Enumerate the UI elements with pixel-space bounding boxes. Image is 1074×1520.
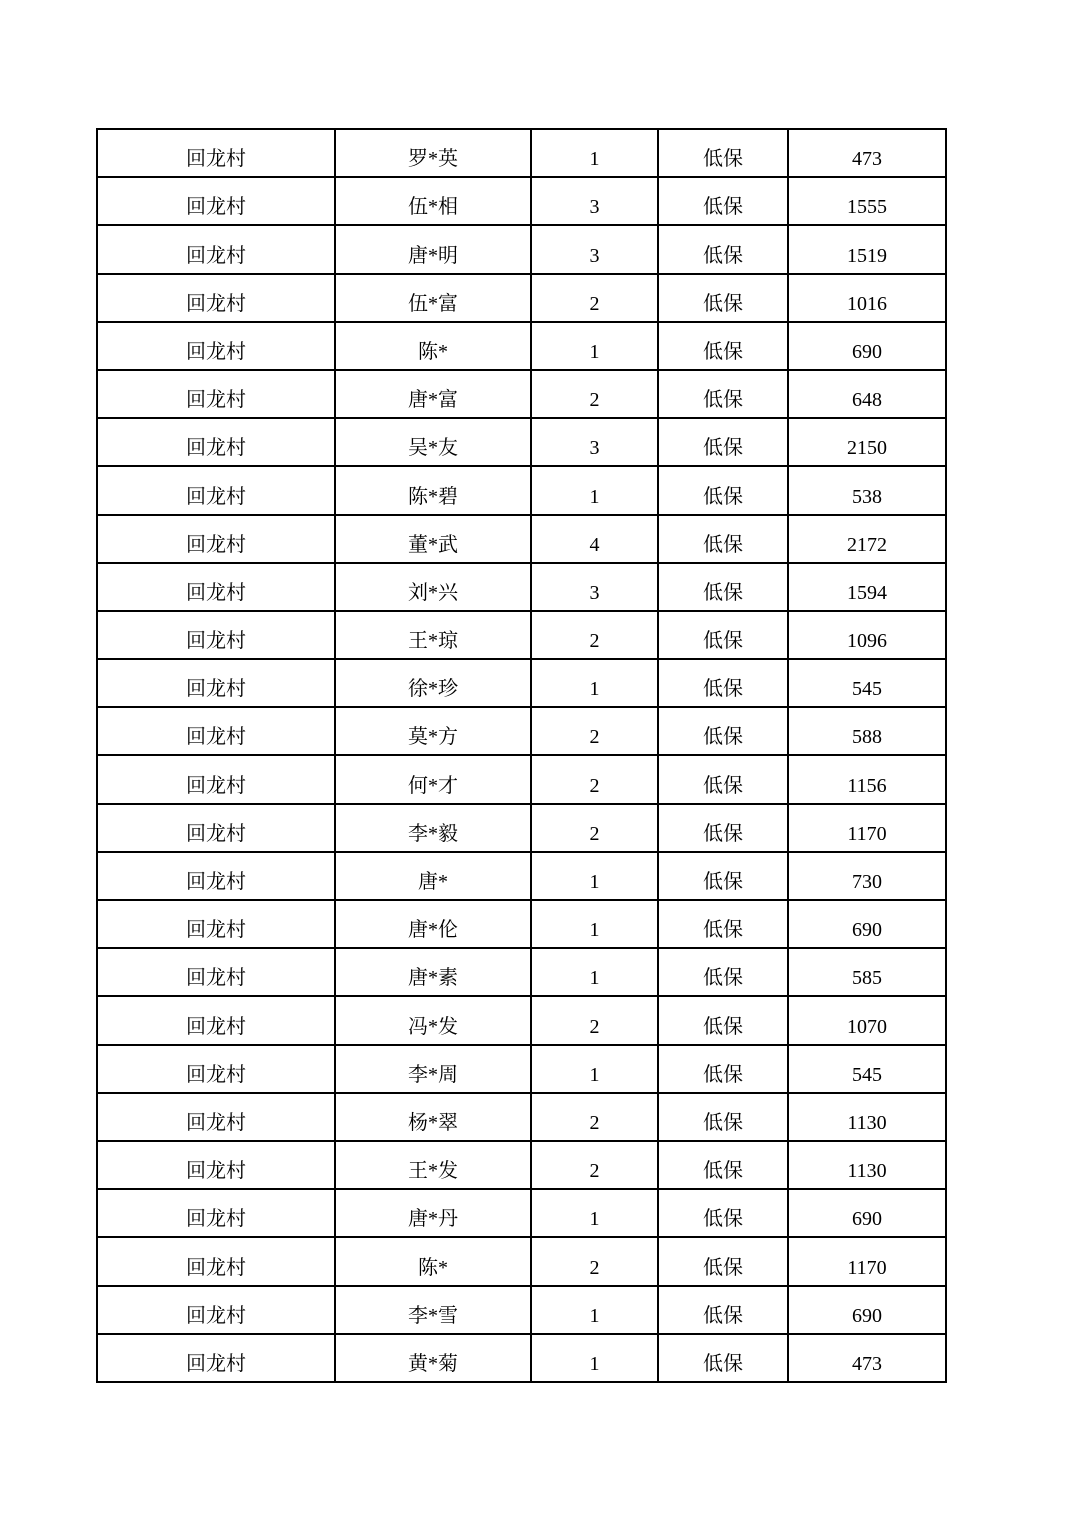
amount-cell: 690 xyxy=(788,1189,946,1237)
benefits-table xyxy=(96,128,947,1383)
type-cell: 低保 xyxy=(658,707,788,755)
count-cell: 1 xyxy=(531,1189,658,1237)
amount-cell: 1070 xyxy=(788,996,946,1044)
table-row xyxy=(97,1045,946,1093)
count-cell: 3 xyxy=(531,225,658,273)
count-cell: 3 xyxy=(531,418,658,466)
village-cell: 回龙村 xyxy=(97,1237,335,1285)
count-cell: 2 xyxy=(531,611,658,659)
amount-cell: 585 xyxy=(788,948,946,996)
table-row xyxy=(97,611,946,659)
name-cell: 莫*方 xyxy=(335,707,531,755)
village-cell: 回龙村 xyxy=(97,659,335,707)
amount-cell: 1170 xyxy=(788,1237,946,1285)
type-cell: 低保 xyxy=(658,370,788,418)
type-cell: 低保 xyxy=(658,900,788,948)
count-cell: 3 xyxy=(531,563,658,611)
count-cell: 1 xyxy=(531,1334,658,1382)
village-cell: 回龙村 xyxy=(97,563,335,611)
amount-cell: 473 xyxy=(788,1334,946,1382)
type-cell: 低保 xyxy=(658,225,788,273)
table-row xyxy=(97,1141,946,1189)
type-cell: 低保 xyxy=(658,755,788,803)
count-cell: 2 xyxy=(531,1093,658,1141)
name-cell: 李*毅 xyxy=(335,804,531,852)
count-cell: 1 xyxy=(531,466,658,514)
name-cell: 刘*兴 xyxy=(335,563,531,611)
table-row xyxy=(97,948,946,996)
village-cell: 回龙村 xyxy=(97,418,335,466)
name-cell: 唐* xyxy=(335,852,531,900)
name-cell: 陈* xyxy=(335,322,531,370)
table-row xyxy=(97,1286,946,1334)
type-cell: 低保 xyxy=(658,611,788,659)
village-cell: 回龙村 xyxy=(97,322,335,370)
name-cell: 王*发 xyxy=(335,1141,531,1189)
amount-cell: 690 xyxy=(788,900,946,948)
type-cell: 低保 xyxy=(658,1334,788,1382)
table-row xyxy=(97,129,946,177)
village-cell: 回龙村 xyxy=(97,1045,335,1093)
amount-cell: 545 xyxy=(788,659,946,707)
village-cell: 回龙村 xyxy=(97,225,335,273)
type-cell: 低保 xyxy=(658,274,788,322)
table-row xyxy=(97,707,946,755)
type-cell: 低保 xyxy=(658,1237,788,1285)
amount-cell: 1170 xyxy=(788,804,946,852)
table-row xyxy=(97,1334,946,1382)
count-cell: 2 xyxy=(531,370,658,418)
count-cell: 3 xyxy=(531,177,658,225)
village-cell: 回龙村 xyxy=(97,515,335,563)
table-row xyxy=(97,659,946,707)
amount-cell: 2172 xyxy=(788,515,946,563)
type-cell: 低保 xyxy=(658,466,788,514)
amount-cell: 690 xyxy=(788,1286,946,1334)
type-cell: 低保 xyxy=(658,418,788,466)
name-cell: 徐*珍 xyxy=(335,659,531,707)
type-cell: 低保 xyxy=(658,1286,788,1334)
name-cell: 唐*丹 xyxy=(335,1189,531,1237)
village-cell: 回龙村 xyxy=(97,274,335,322)
type-cell: 低保 xyxy=(658,1189,788,1237)
village-cell: 回龙村 xyxy=(97,129,335,177)
village-cell: 回龙村 xyxy=(97,852,335,900)
type-cell: 低保 xyxy=(658,129,788,177)
name-cell: 吴*友 xyxy=(335,418,531,466)
village-cell: 回龙村 xyxy=(97,948,335,996)
table-row xyxy=(97,225,946,273)
table-row xyxy=(97,755,946,803)
amount-cell: 1016 xyxy=(788,274,946,322)
table-row xyxy=(97,563,946,611)
count-cell: 2 xyxy=(531,707,658,755)
village-cell: 回龙村 xyxy=(97,1334,335,1382)
amount-cell: 545 xyxy=(788,1045,946,1093)
type-cell: 低保 xyxy=(658,1045,788,1093)
count-cell: 1 xyxy=(531,659,658,707)
type-cell: 低保 xyxy=(658,804,788,852)
village-cell: 回龙村 xyxy=(97,177,335,225)
type-cell: 低保 xyxy=(658,996,788,1044)
name-cell: 冯*发 xyxy=(335,996,531,1044)
table-row xyxy=(97,996,946,1044)
count-cell: 2 xyxy=(531,274,658,322)
amount-cell: 1594 xyxy=(788,563,946,611)
count-cell: 2 xyxy=(531,1237,658,1285)
name-cell: 唐*伦 xyxy=(335,900,531,948)
table-row xyxy=(97,515,946,563)
count-cell: 1 xyxy=(531,948,658,996)
table-row xyxy=(97,466,946,514)
name-cell: 唐*素 xyxy=(335,948,531,996)
count-cell: 2 xyxy=(531,996,658,1044)
type-cell: 低保 xyxy=(658,515,788,563)
count-cell: 1 xyxy=(531,900,658,948)
village-cell: 回龙村 xyxy=(97,996,335,1044)
amount-cell: 1130 xyxy=(788,1141,946,1189)
name-cell: 唐*富 xyxy=(335,370,531,418)
village-cell: 回龙村 xyxy=(97,370,335,418)
type-cell: 低保 xyxy=(658,852,788,900)
count-cell: 2 xyxy=(531,804,658,852)
count-cell: 2 xyxy=(531,755,658,803)
name-cell: 杨*翠 xyxy=(335,1093,531,1141)
village-cell: 回龙村 xyxy=(97,900,335,948)
name-cell: 王*琼 xyxy=(335,611,531,659)
count-cell: 1 xyxy=(531,1045,658,1093)
count-cell: 1 xyxy=(531,322,658,370)
amount-cell: 730 xyxy=(788,852,946,900)
amount-cell: 2150 xyxy=(788,418,946,466)
table-row xyxy=(97,852,946,900)
name-cell: 唐*明 xyxy=(335,225,531,273)
village-cell: 回龙村 xyxy=(97,707,335,755)
name-cell: 黄*菊 xyxy=(335,1334,531,1382)
type-cell: 低保 xyxy=(658,177,788,225)
village-cell: 回龙村 xyxy=(97,755,335,803)
table-row xyxy=(97,1237,946,1285)
type-cell: 低保 xyxy=(658,563,788,611)
name-cell: 李*雪 xyxy=(335,1286,531,1334)
name-cell: 何*才 xyxy=(335,755,531,803)
table-row xyxy=(97,177,946,225)
type-cell: 低保 xyxy=(658,659,788,707)
village-cell: 回龙村 xyxy=(97,1286,335,1334)
count-cell: 4 xyxy=(531,515,658,563)
type-cell: 低保 xyxy=(658,1141,788,1189)
name-cell: 伍*相 xyxy=(335,177,531,225)
name-cell: 罗*英 xyxy=(335,129,531,177)
village-cell: 回龙村 xyxy=(97,1093,335,1141)
count-cell: 1 xyxy=(531,1286,658,1334)
village-cell: 回龙村 xyxy=(97,1141,335,1189)
name-cell: 陈* xyxy=(335,1237,531,1285)
name-cell: 陈*碧 xyxy=(335,466,531,514)
village-cell: 回龙村 xyxy=(97,611,335,659)
name-cell: 董*武 xyxy=(335,515,531,563)
table-row xyxy=(97,370,946,418)
amount-cell: 648 xyxy=(788,370,946,418)
amount-cell: 690 xyxy=(788,322,946,370)
amount-cell: 473 xyxy=(788,129,946,177)
amount-cell: 1096 xyxy=(788,611,946,659)
amount-cell: 1156 xyxy=(788,755,946,803)
name-cell: 伍*富 xyxy=(335,274,531,322)
table-body xyxy=(97,129,946,1382)
table-row xyxy=(97,418,946,466)
table-row xyxy=(97,1189,946,1237)
table-row xyxy=(97,900,946,948)
amount-cell: 1130 xyxy=(788,1093,946,1141)
table-row xyxy=(97,322,946,370)
table-row xyxy=(97,1093,946,1141)
type-cell: 低保 xyxy=(658,1093,788,1141)
count-cell: 1 xyxy=(531,129,658,177)
count-cell: 2 xyxy=(531,1141,658,1189)
amount-cell: 588 xyxy=(788,707,946,755)
village-cell: 回龙村 xyxy=(97,804,335,852)
amount-cell: 538 xyxy=(788,466,946,514)
count-cell: 1 xyxy=(531,852,658,900)
name-cell: 李*周 xyxy=(335,1045,531,1093)
amount-cell: 1519 xyxy=(788,225,946,273)
village-cell: 回龙村 xyxy=(97,1189,335,1237)
type-cell: 低保 xyxy=(658,948,788,996)
amount-cell: 1555 xyxy=(788,177,946,225)
village-cell: 回龙村 xyxy=(97,466,335,514)
type-cell: 低保 xyxy=(658,322,788,370)
table-row xyxy=(97,274,946,322)
table-row xyxy=(97,804,946,852)
